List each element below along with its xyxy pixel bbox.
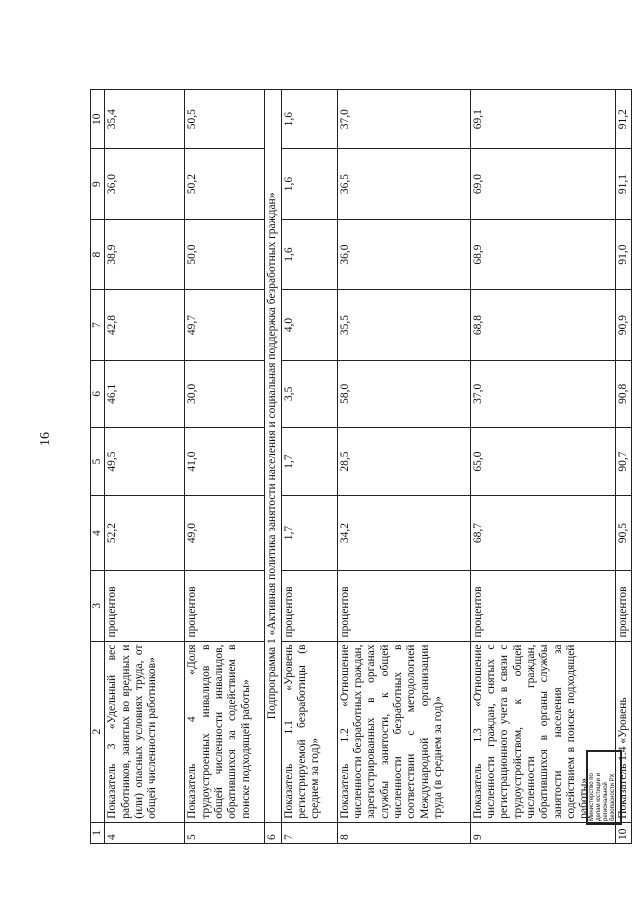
value-cell: 46,1 — [105, 360, 185, 427]
table-row — [337, 90, 470, 844]
value-cell: 49,7 — [185, 290, 265, 360]
value-cell: 3,5 — [281, 360, 337, 427]
value-cell: 52,2 — [105, 496, 185, 571]
indicators-table — [90, 89, 632, 844]
value-cell: 90,5 — [615, 496, 631, 571]
value-cell: 35,4 — [105, 90, 185, 149]
value-cell: 90,9 — [615, 290, 631, 360]
row-number: 8 — [337, 822, 470, 843]
unit-cell: процентов — [470, 571, 615, 641]
value-cell: 30,0 — [185, 360, 265, 427]
section-row — [265, 90, 281, 844]
page-number: 16 — [38, 432, 53, 446]
unit-cell: процентов — [281, 571, 337, 641]
ministry-stamp — [586, 750, 622, 825]
row-number: 10 — [615, 822, 631, 843]
value-cell: 35,5 — [337, 290, 470, 360]
header-cell: 5 — [91, 427, 105, 495]
indicator-name: Показатель 4 «Доля трудоустроенных инвалидов в общей численности инвалидов, обратившихся за содействием в поиске подходящей работы» — [185, 641, 265, 822]
row-number: 4 — [105, 822, 185, 843]
unit-cell: процентов — [105, 571, 185, 641]
value-cell: 36,5 — [337, 149, 470, 219]
value-cell: 1,7 — [281, 427, 337, 495]
unit-cell: процентов — [337, 571, 470, 641]
value-cell: 49,5 — [105, 427, 185, 495]
unit-cell: процентов — [615, 571, 631, 641]
indicator-name: Показатель 1.4 «Уровень — [615, 641, 631, 822]
value-cell: 90,8 — [615, 360, 631, 427]
value-cell: 34,2 — [337, 496, 470, 571]
table-row — [281, 90, 337, 844]
table-row — [470, 90, 615, 844]
value-cell: 1,6 — [281, 149, 337, 219]
value-cell: 69,1 — [470, 90, 615, 149]
header-cell: 7 — [91, 290, 105, 360]
header-cell: 10 — [91, 90, 105, 149]
table-row — [105, 90, 185, 844]
value-cell: 50,5 — [185, 90, 265, 149]
value-cell: 69,0 — [470, 149, 615, 219]
table-header-row — [91, 90, 105, 844]
indicator-name: Показатель 3 «Удельный вес работников, занятых во вредных и (или) опасных условиях труда, от общей численности работников» — [105, 641, 185, 822]
table-row — [615, 90, 631, 844]
value-cell: 49,0 — [185, 496, 265, 571]
value-cell: 91,1 — [615, 149, 631, 219]
value-cell: 36,0 — [337, 219, 470, 289]
value-cell: 68,7 — [470, 496, 615, 571]
header-cell: 8 — [91, 219, 105, 289]
header-cell: 6 — [91, 360, 105, 427]
header-cell: 3 — [91, 571, 105, 641]
value-cell: 1,6 — [281, 90, 337, 149]
value-cell: 68,9 — [470, 219, 615, 289]
value-cell: 68,8 — [470, 290, 615, 360]
row-number: 6 — [265, 822, 281, 843]
value-cell: 38,9 — [105, 219, 185, 289]
unit-cell: процентов — [185, 571, 265, 641]
value-cell: 65,0 — [470, 427, 615, 495]
stamp-text: Министерство по делам юстиции и региональной безопасности РХ — [589, 772, 616, 821]
rotated-table-wrapper — [90, 89, 629, 844]
value-cell: 58,0 — [337, 360, 470, 427]
header-cell: 4 — [91, 496, 105, 571]
row-number: 5 — [185, 822, 265, 843]
header-cell: 9 — [91, 149, 105, 219]
value-cell: 42,8 — [105, 290, 185, 360]
indicator-name: Показатель 1.2 «Отношение численности безработных граждан, зарегистрированных в органах службы занятости, к общей численности безработных в соответствии с методологией Международной организации труда (в среднем за год)» — [337, 641, 470, 822]
value-cell: 4,0 — [281, 290, 337, 360]
subprogram-title: Подпрограмма 1 «Активная политика занятости населения и социальная поддержка безработных граждан» — [265, 90, 281, 823]
value-cell: 36,0 — [105, 149, 185, 219]
value-cell: 28,5 — [337, 427, 470, 495]
header-cell: 1 — [91, 822, 105, 843]
value-cell: 91,2 — [615, 90, 631, 149]
value-cell: 1,7 — [281, 496, 337, 571]
table-row — [185, 90, 265, 844]
indicator-name: Показатель 1.1 «Уровень регистрируемой безработицы (в среднем за год)» — [281, 641, 337, 822]
value-cell: 91,0 — [615, 219, 631, 289]
indicator-name: Показатель 1.3 «Отношение численности граждан, снятых с регистрационного учета в связи с трудоустройством, к общей численности граждан, обратившихся в органы службы занятости населения за содействием в поиске подходящей работы» — [470, 641, 615, 822]
value-cell: 1,6 — [281, 219, 337, 289]
value-cell: 90,7 — [615, 427, 631, 495]
row-number: 7 — [281, 822, 337, 843]
row-number: 9 — [470, 822, 615, 843]
value-cell: 50,2 — [185, 149, 265, 219]
value-cell: 41,0 — [185, 427, 265, 495]
value-cell: 50,0 — [185, 219, 265, 289]
value-cell: 37,0 — [337, 90, 470, 149]
header-cell: 2 — [91, 641, 105, 822]
value-cell: 37,0 — [470, 360, 615, 427]
